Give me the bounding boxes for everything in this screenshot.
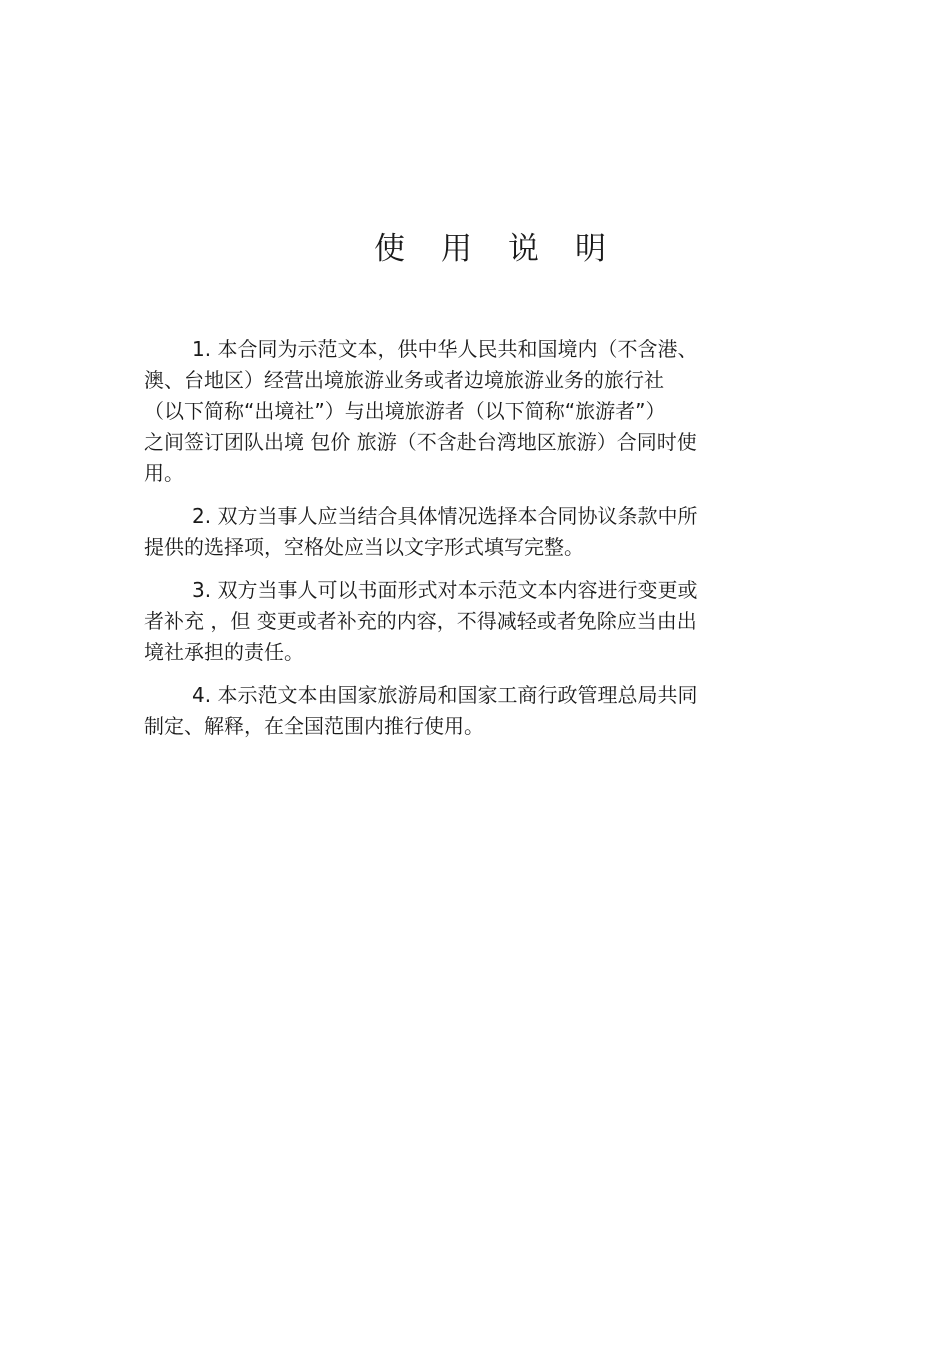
paragraph-4-line-1: 4. 本示范文本由国家旅游局和国家工商行政管理总局共同	[192, 683, 698, 707]
paragraph-4-line-2: 制定、解释，在全国范围内推行使用。	[144, 714, 484, 738]
paragraph-1-line-2: 澳、台地区）经营出境旅游业务或者边境旅游业务的旅行社	[144, 368, 664, 392]
page-title: 使用说明	[374, 231, 642, 267]
paragraph-2-line-1: 2. 双方当事人应当结合具体情况选择本合同协议条款中所	[192, 504, 698, 528]
paragraph-4	[144, 680, 760, 742]
paragraph-1-line-1: 1. 本合同为示范文本，供中华人民共和国境内（不含港、	[192, 337, 698, 361]
paragraph-1-line-3: （以下简称“出境社”）与出境旅游者（以下简称“旅游者”）	[144, 399, 666, 423]
paragraph-1-line-4: 之间签订团队出境 包价 旅游（不含赴台湾地区旅游）合同时使	[144, 430, 697, 454]
instructions-body	[144, 334, 760, 754]
paragraph-3-line-2: 者补充 ，但 变更或者补充的内容，不得减轻或者免除应当由出	[144, 609, 697, 633]
paragraph-3-line-1: 3. 双方当事人可以书面形式对本示范文本内容进行变更或	[192, 578, 698, 602]
paragraph-2-line-2: 提供的选择项，空格处应当以文字形式填写完整。	[144, 535, 584, 559]
paragraph-2	[144, 501, 760, 563]
paragraph-3	[144, 575, 760, 668]
paragraph-1	[144, 334, 760, 489]
paragraph-1-line-5: 用。	[144, 461, 184, 485]
paragraph-3-line-3: 境社承担的责任。	[144, 640, 304, 664]
